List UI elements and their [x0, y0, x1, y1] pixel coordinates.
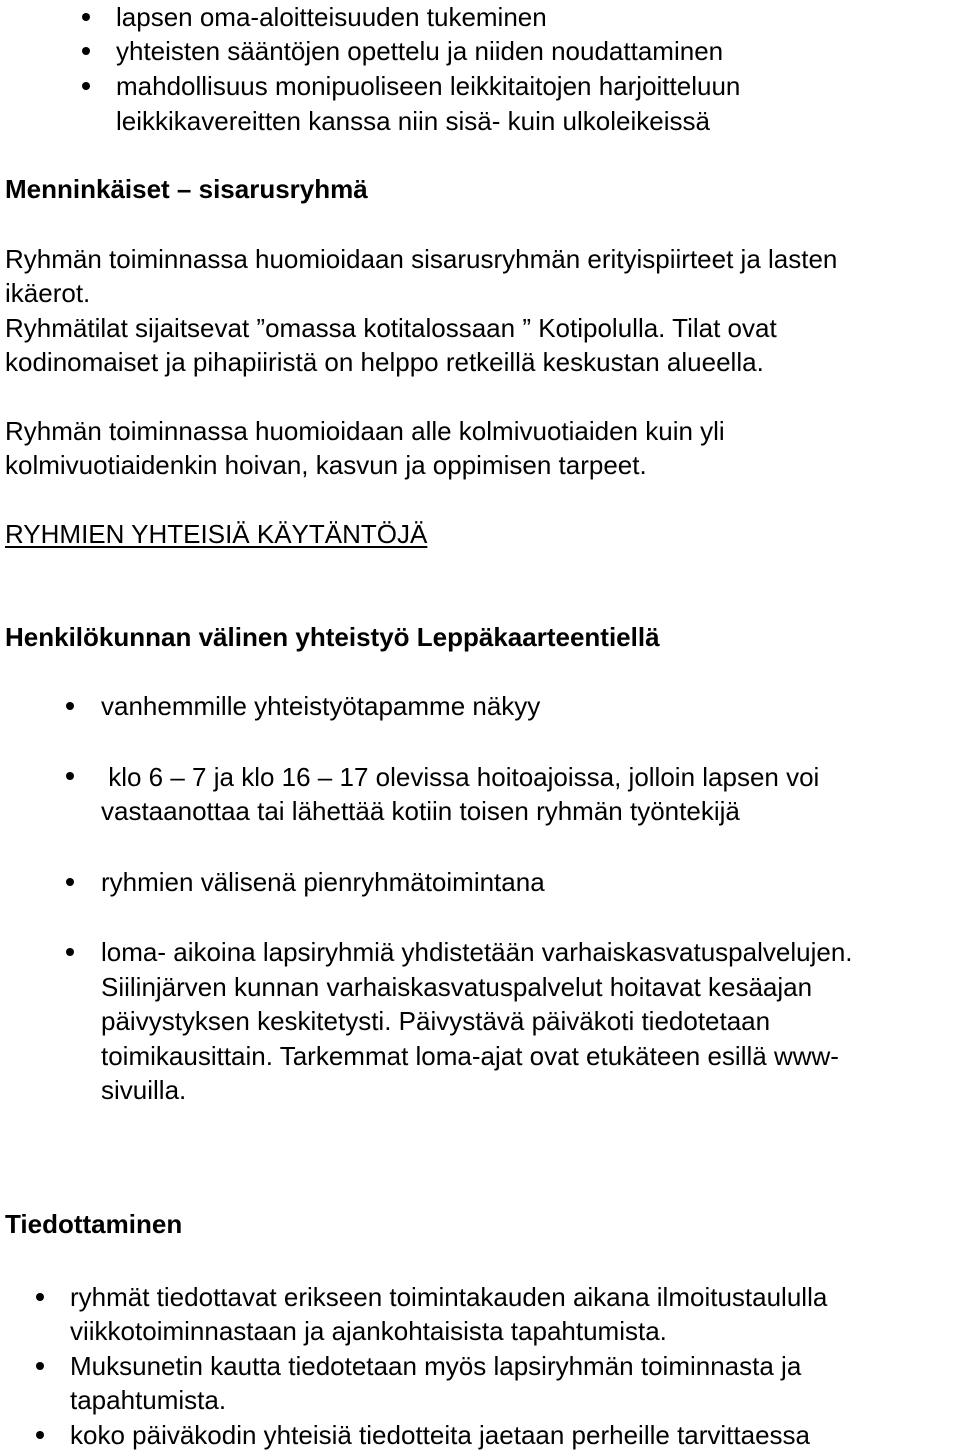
section-heading-tiedottaminen: Tiedottaminen [5, 1209, 183, 1239]
list-item: ryhmien välisenä pienryhmätoimintana [101, 867, 545, 897]
paragraph-line: Ryhmän toiminnassa huomioidaan sisarusryhmän erityispiirteet ja lasten [5, 244, 838, 274]
paragraph-line: Ryhmätilat sijaitsevat ”omassa kotitalossaan ” Kotipolulla. Tilat ovat [5, 313, 777, 343]
list-item-continuation: Siilinjärven kunnan varhaiskasvatuspalvelut hoitavat kesäajan [101, 972, 813, 1002]
list-item-continuation: tapahtumista. [70, 1385, 227, 1415]
bullet-icon [66, 772, 74, 780]
bullet-icon [66, 878, 74, 886]
list-item: mahdollisuus monipuoliseen leikkitaitojen harjoitteluun [116, 71, 741, 101]
list-item: klo 6 – 7 ja klo 16 – 17 olevissa hoitoajoissa, jolloin lapsen voi [101, 762, 820, 792]
bullet-icon [82, 13, 90, 21]
section-title: RYHMIEN YHTEISIÄ KÄYTÄNTÖJÄ [5, 519, 428, 549]
list-item: loma- aikoina lapsiryhmiä yhdistetään varhaiskasvatuspalvelujen. [101, 937, 853, 967]
bullet-icon [36, 1431, 44, 1439]
bullet-icon [82, 82, 90, 90]
section-heading-cooperation: Henkilökunnan välinen yhteistyö Leppäkaarteentiellä [5, 622, 660, 652]
list-item-continuation: leikkikavereitten kanssa niin sisä- kuin ulkoleikeissä [116, 106, 710, 136]
bullet-icon [82, 47, 90, 55]
bullet-icon [66, 948, 74, 956]
list-item: Muksunetin kautta tiedotetaan myös lapsiryhmän toiminnasta ja [70, 1351, 802, 1381]
list-item: ryhmät tiedottavat erikseen toimintakauden aikana ilmoitustaululla [70, 1282, 828, 1312]
list-item: yhteisten sääntöjen opettelu ja niiden noudattaminen [116, 36, 724, 66]
bullet-icon [36, 1293, 44, 1301]
list-item-continuation: toimikausittain. Tarkemmat loma-ajat ovat etukäteen esillä www- [101, 1041, 839, 1071]
paragraph-line: ikäerot. [5, 278, 91, 308]
bullet-icon [66, 702, 74, 710]
list-item: lapsen oma-aloitteisuuden tukeminen [116, 2, 547, 32]
paragraph-line: kolmivuotiaidenkin hoivan, kasvun ja oppimisen tarpeet. [5, 450, 647, 480]
list-item-continuation: vastaanottaa tai lähettää kotiin toisen ryhmän työntekijä [101, 796, 740, 826]
paragraph-line: kodinomaiset ja pihapiiristä on helppo retkeillä keskustan alueella. [5, 347, 764, 377]
section-heading-menninkaiset: Menninkäiset – sisarusryhmä [5, 174, 368, 204]
bullet-icon [36, 1362, 44, 1370]
list-item: vanhemmille yhteistyötapamme näkyy [101, 691, 541, 721]
list-item-continuation: päivystyksen keskitetysti. Päivystävä päiväkoti tiedotetaan [101, 1006, 771, 1036]
list-item: koko päiväkodin yhteisiä tiedotteita jaetaan perheille tarvittaessa [70, 1420, 811, 1450]
list-item-continuation: viikkotoiminnastaan ja ajankohtaisista tapahtumista. [70, 1316, 667, 1346]
paragraph-line: Ryhmän toiminnassa huomioidaan alle kolmivuotiaiden kuin yli [5, 416, 725, 446]
list-item-continuation: sivuilla. [101, 1075, 187, 1105]
